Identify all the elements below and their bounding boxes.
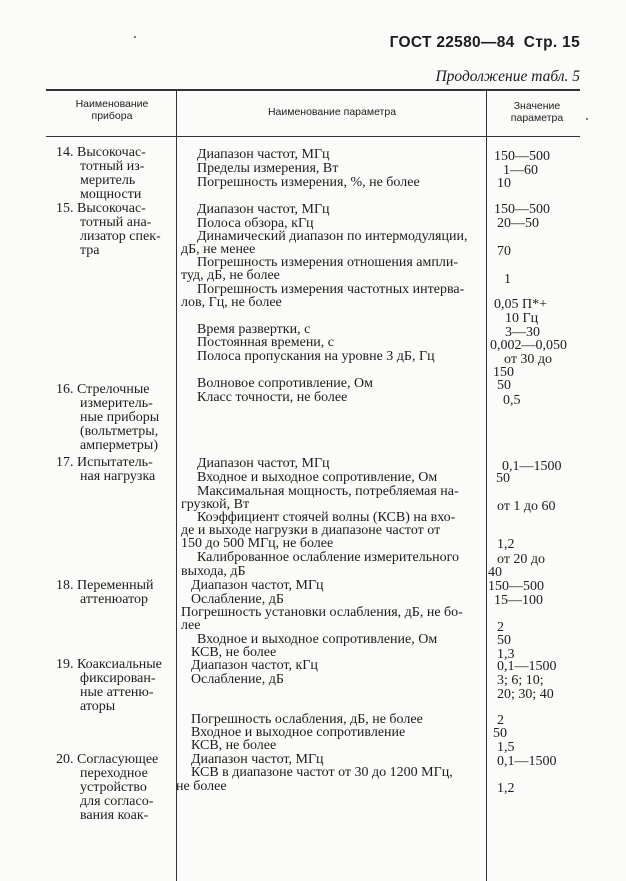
value-cell: 50 — [493, 726, 507, 741]
param-line: Входное и выходное сопротивление, Ом — [197, 470, 438, 485]
value-cell: 0,1—1500 — [497, 754, 557, 769]
device-row-17: 17. Испытатель- ная нагрузка — [56, 455, 156, 484]
value-cell: от 1 до 60 — [497, 499, 556, 514]
value-cell: 150—500 — [494, 149, 550, 164]
param-line: де и выходе нагрузки в диапазоне частот от — [181, 523, 441, 538]
table-top-rule — [46, 89, 580, 91]
value-cell: 50 — [497, 378, 511, 393]
value-cell: 2 — [497, 713, 504, 728]
value-cell: 20; 30; 40 — [497, 687, 554, 702]
param-line: КСВ, не более — [191, 738, 277, 753]
value-cell: 10 — [497, 176, 511, 191]
column-header-param: Наименование параметра — [267, 106, 397, 118]
param-line: лее — [181, 618, 201, 633]
value-cell: 1—60 — [503, 163, 538, 178]
value-cell: от 30 до — [504, 352, 553, 367]
param-line: Диапазон частот, МГц — [191, 578, 324, 593]
value-cell: 0,002—0,050 — [490, 338, 567, 353]
param-line: Диапазон частот, МГц — [197, 202, 330, 217]
param-line: 150 до 500 МГц, не более — [181, 536, 334, 551]
param-line: грузкой, Вт — [181, 497, 250, 512]
value-cell: 0,05 П*+ — [494, 297, 548, 312]
column-header-value: Значение параметра — [510, 100, 564, 124]
column-divider-1 — [176, 89, 177, 881]
page-header — [390, 34, 580, 52]
scan-speck — [586, 118, 588, 120]
param-line: туд, дБ, не более — [181, 268, 280, 283]
param-line: Диапазон частот, МГц — [197, 147, 330, 162]
param-line: Класс точности, не более — [197, 390, 348, 405]
value-cell: 0,5 — [503, 393, 521, 408]
value-cell: 1,5 — [497, 740, 515, 755]
param-line: Погрешность измерения частотных интерва- — [197, 282, 465, 297]
value-cell: 1,2 — [497, 781, 515, 796]
param-line: КСВ в диапазоне частот от 30 до 1200 МГц, — [191, 765, 453, 780]
param-line: Время развертки, с — [197, 322, 311, 337]
value-cell: 50 — [496, 471, 510, 486]
value-cell: 3; 6; 10; — [497, 673, 544, 688]
param-line: Максимальная мощность, потребляемая на- — [197, 484, 459, 499]
param-line: Диапазон частот, кГц — [191, 658, 318, 673]
column-header-device: Наименование прибора — [75, 98, 149, 122]
device-row-20: 20. Согласующее переходное устройство для согласо- вания коак- — [56, 752, 159, 823]
param-line: Полоса обзора, кГц — [197, 216, 314, 231]
value-cell: 150—500 — [494, 202, 550, 217]
value-cell: 70 — [497, 244, 511, 259]
param-line: дБ, не менее — [181, 242, 256, 257]
param-line: Пределы измерения, Вт — [197, 161, 339, 176]
value-cell: 40 — [488, 565, 502, 580]
param-line: Калиброванное ослабление измерительного — [197, 550, 460, 565]
param-line: Диапазон частот, МГц — [191, 752, 324, 767]
page-number: Стр. 15 — [523, 34, 580, 51]
param-line: Коэффициент стоячей волны (КСВ) на вхо- — [197, 510, 456, 525]
param-line: Погрешность измерения отношения ампли- — [197, 255, 458, 270]
document-code: ГОСТ 22580—84 — [389, 34, 515, 51]
param-line: Полоса пропускания на уровне 3 дБ, Гц — [197, 349, 435, 364]
value-cell: 150 — [493, 365, 514, 380]
device-row-16: 16. Стрелочные измеритель- ные приборы (вольтметры, амперметры) — [56, 382, 160, 453]
value-cell: 50 — [497, 633, 511, 648]
value-cell: 1,2 — [497, 537, 515, 552]
value-cell: 2 — [497, 620, 504, 635]
value-cell: 20—50 — [497, 216, 539, 231]
device-row-19: 19. Коаксиальные фиксирован- ные аттеню- аторы — [56, 657, 162, 714]
value-cell: 15—100 — [494, 593, 543, 608]
value-cell: 10 Гц — [505, 311, 539, 326]
param-line: Диапазон частот, МГц — [197, 456, 330, 471]
value-cell: 0,1—1500 — [497, 659, 557, 674]
param-line: выхода, дБ — [181, 564, 246, 579]
param-line: Погрешность ослабления, дБ, не более — [191, 712, 423, 727]
value-cell: от 20 до — [497, 552, 546, 567]
param-line: Постоянная времени, с — [197, 335, 335, 350]
header-bottom-rule — [46, 136, 580, 137]
value-cell: 1,3 — [497, 647, 515, 662]
value-cell: 3—30 — [505, 325, 540, 340]
param-line: КСВ, не более — [191, 645, 277, 660]
device-row-14: 14. Высокочас- тотный из- меритель мощности — [56, 145, 146, 202]
device-row-18: 18. Переменный аттенюатор — [56, 578, 154, 607]
scan-speck — [134, 36, 136, 38]
param-line: Погрешность измерения, %, не более — [197, 175, 420, 190]
param-line: Динамический диапазон по интермодуляции, — [197, 229, 468, 244]
param-line: Волновое сопротивление, Ом — [197, 376, 373, 391]
param-line: Ослабление, дБ — [191, 672, 284, 687]
device-row-15: 15. Высокочас- тотный ана- лизатор спек- тра — [56, 201, 161, 258]
column-divider-2 — [486, 89, 487, 881]
param-line: Ослабление, дБ — [191, 592, 284, 607]
param-line: не более — [176, 779, 227, 794]
value-cell: 150—500 — [488, 579, 544, 594]
value-cell: 0,1—1500 — [502, 459, 562, 474]
table-continuation-label: Продолжение табл. 5 — [435, 68, 580, 85]
param-line: Входное и выходное сопротивление — [191, 725, 406, 740]
param-line: Погрешность установки ослабления, дБ, не бо- — [181, 605, 463, 620]
param-line: Входное и выходное сопротивление, Ом — [197, 632, 438, 647]
param-line: лов, Гц, не более — [181, 295, 282, 310]
value-cell: 1 — [504, 272, 511, 287]
